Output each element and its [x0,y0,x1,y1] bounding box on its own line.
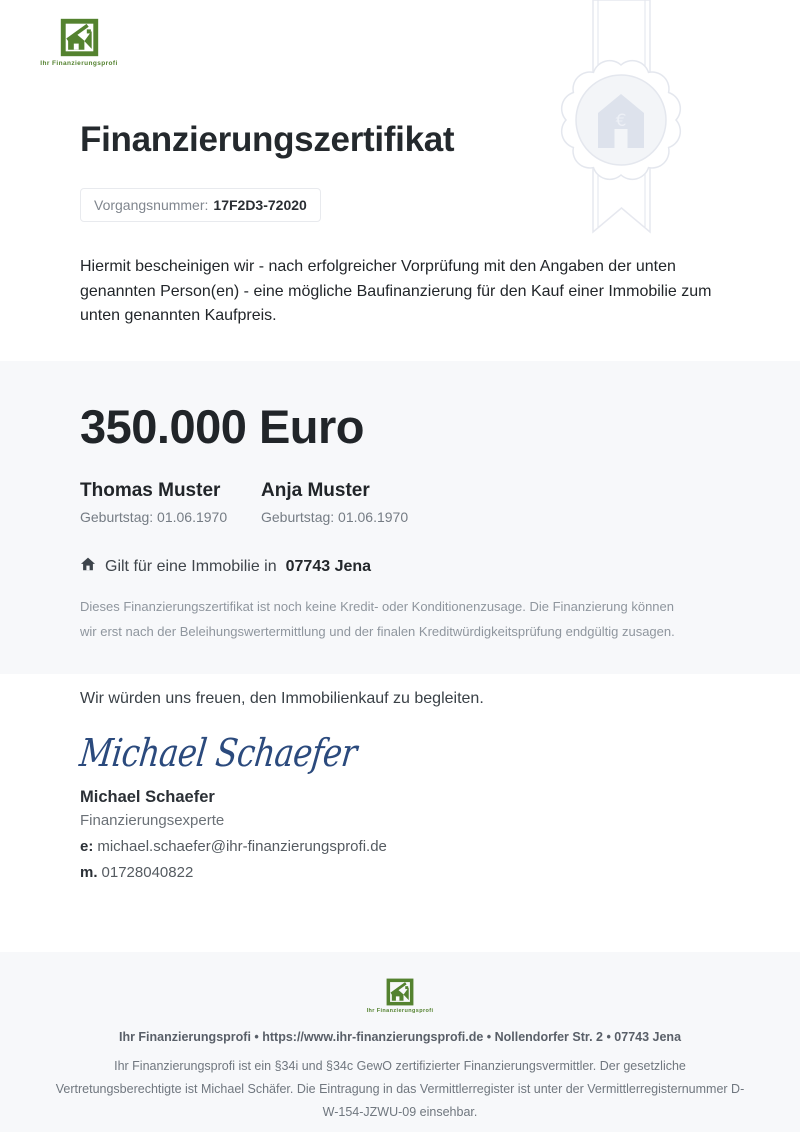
phone-line [80,864,720,881]
property-text: Gilt für eine Immobilie in [105,557,277,575]
contact-name: Michael Schaefer [80,788,215,806]
brand-logo-icon [34,18,124,57]
person-birthday: Geburtstag: 01.06.1970 [80,509,228,525]
footer-logo [0,952,800,1014]
brand-logo [34,18,124,67]
certificate-seal-badge [540,0,700,240]
phone-label: m. [80,864,98,881]
case-number-label: Vorgangsnummer: [94,197,209,213]
home-icon [80,556,96,577]
brand-logo-caption: Ihr Finanzierungsprofi [40,60,118,67]
property-location: 07743 Jena [285,557,372,575]
case-number-value: 17F2D3-72020 [213,197,307,213]
person-name: Anja Muster [261,480,370,501]
intro-paragraph: Hiermit bescheinigen wir - nach erfolgreicher Vorprüfung mit den Angaben der unten genannten Person(en) - eine mögliche Baufinanzierung für den Kauf einer Immobilie zum unten genannten Kaufpreis. [80,258,712,324]
amount-heading: 350.000 Euro [80,400,365,453]
case-number-box [80,188,321,222]
person-birthday: Geburtstag: 01.06.1970 [261,509,409,525]
footer-logo-caption: Ihr Finanzierungsprofi [366,1008,434,1014]
page-title: Finanzierungszertifikat [80,120,455,159]
persons-row [80,480,720,525]
phone-value: 01728040822 [101,864,194,881]
footer [0,952,800,1132]
contact-role: Finanzierungsexperte [80,812,225,829]
closing-message: Wir würden uns freuen, den Immobilienkauf zu begleiten. [80,690,484,707]
footer-legal-text: Ihr Finanzierungsprofi ist ein §34i und §34c GewO zertifizierter Finanzierungsvermittler. Der gesetzliche Vertretungsberechtigte ist Michael Schäfer. Die Eintragung in das Vermittlerregister ist unter der Vermittlerregisternummer D-W-154-JZWU-09 einsehbar. [55,1059,745,1119]
email-label: e: [80,838,94,855]
person-card [80,480,261,525]
email-line [80,838,720,855]
certificate-section [0,361,800,674]
footer-address-line: Ihr Finanzierungsprofi • https://www.ihr-finanzierungsprofi.de • Nollendorfer Str. 2 • 07743 Jena [118,1030,682,1044]
property-line [80,556,720,577]
footer-logo-icon [0,978,800,1006]
person-card [261,480,442,525]
signature: Michael Schaefer [77,730,360,776]
closing-section [77,690,720,881]
email-value: michael.schaefer@ihr-finanzierungsprofi.de [97,838,387,855]
svg-text:€: € [615,111,627,131]
person-name: Thomas Muster [80,480,221,501]
disclaimer-text: Dieses Finanzierungszertifikat ist noch keine Kredit- oder Konditionenzusage. Die Finanzierung können wir erst nach der Beleihungswertermittlung und der finalen Kreditwürdigkeitsprüfung endgültig zusagen. [80,599,675,639]
